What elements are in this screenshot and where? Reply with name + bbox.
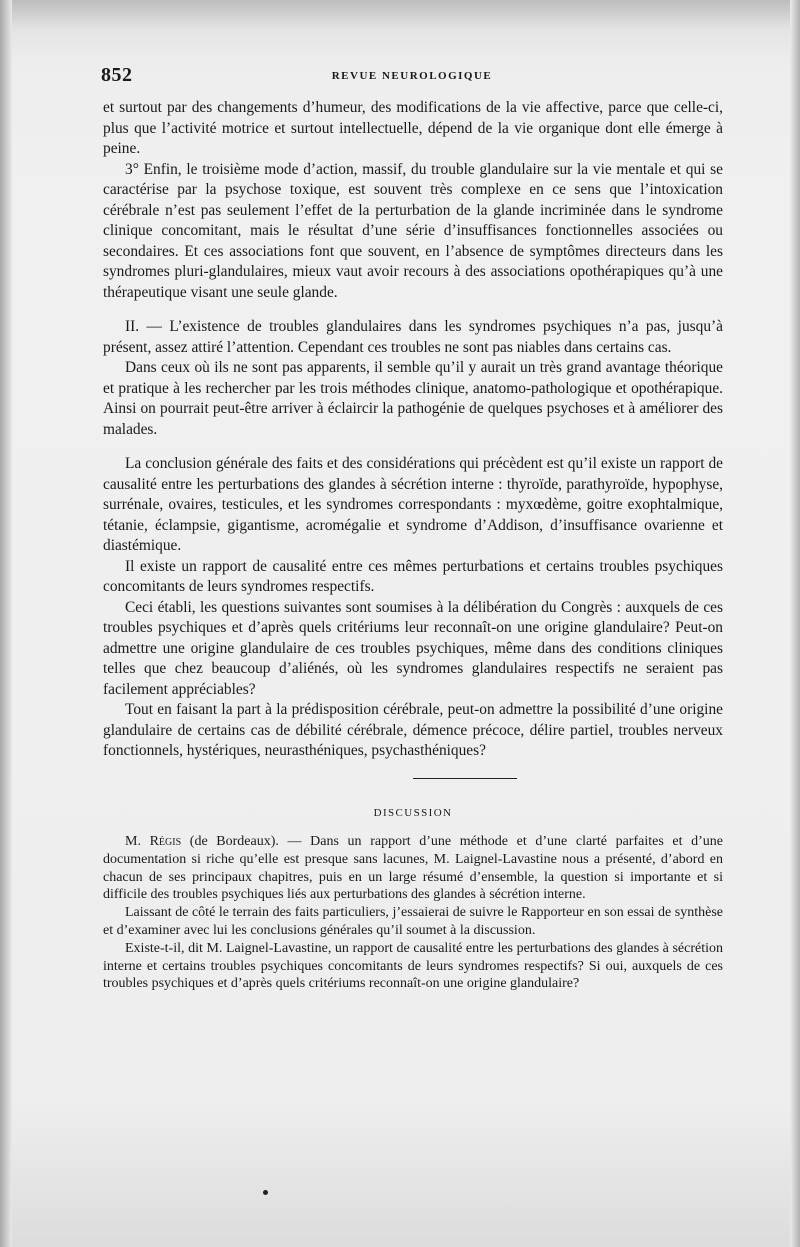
paragraph-7: Ceci établi, les questions suivantes sont soumises à la délibération du Congrès : auxquels de ces troubles psychiques et d’après quels critériums leur reconnaît-on une origine glandulaire? Peut-on admettre une origine glandulaire de ces troubles psychiques, même dans des conditions cliniques telles que chez beaucoup d’aliénés, où les syndromes glandulaires respectifs ne seraient pas facilement appréciables? [103,598,723,698]
paragraph-5: La conclusion générale des faits et des considérations qui précèdent est qu’il existe un rapport de causalité entre les perturbations des glandes à sécrétion interne : thyroïde, parathyroïde, hypophyse, surrénale, ovaires, testicules, et les syndromes correspondants : myxœdème, goitre exophtalmique, tétanie, éclampsie, gigantisme, acromégalie et syndrome d’Addison, d’insuffisance ovarienne et diastémique. [103,455,723,554]
page-number: 852 [101,64,133,86]
article-body [103,98,723,993]
section-divider [413,778,517,779]
paragraph-6: Il existe un rapport de causalité entre ces mêmes perturbations et certains troubles psychiques concomitants de leurs syndromes respectifs. [103,557,723,595]
running-head: REVUE NEUROLOGIQUE [331,70,493,82]
discussion-title: DISCUSSION [373,806,453,819]
paragraph-2: 3° Enfin, le troisième mode d’action, massif, du trouble glandulaire sur la vie mentale et qui se caractérise par la psychose toxique, est souvent très complexe en ce sens que l’intoxication cérébrale n’est pas seulement l’effet de la perturbation de la glande incriminée dans le syndrome clinique concomitant, mais le résultat d’une série d’insuffisances fonctionnelles associées ou secondaires. Et ces associations font que souvent, en l’absence de symptômes directeurs dans les syndromes pluri-glandulaires, mieux vaut avoir recours à des associations opothérapiques qu’à une thérapeutique visant une seule glande. [103,160,723,301]
paragraph-4: Dans ceux où ils ne sont pas apparents, il semble qu’il y aurait un très grand avantage théorique et pratique à les rechercher par les trois méthodes clinique, anatomo-pathologique et opothérapique. Ainsi on pourrait peut-être arriver à éclaircir la pathogénie de quelques psychoses et à améliorer des malades. [103,359,723,438]
discussion-paragraph-3: Existe-t-il, dit M. Laignel-Lavastine, un rapport de causalité entre les perturbations des glandes à sécrétion interne et certains troubles psychiques concomitants de leurs syndromes respectifs? Si oui, auxquels de ces troubles psychiques et d’après quels critériums reconnaît-on une origine glandulaire? [103,940,723,992]
paragraph-1: et surtout par des changements d’humeur, des modifications de la vie affective, parce que celle-ci, plus que l’activité motrice et surtout intellectuelle, dépend de la vie organique dont elle émerge à peine. [103,99,723,157]
paragraph-8: Tout en faisant la part à la prédisposition cérébrale, peut-on admettre la possibilité d’une origine glandulaire de certains cas de débilité cérébrale, démence précoce, délire partiel, troubles nerveux fonctionnels, hystériques, neurasthéniques, psychasthéniques? [103,701,723,759]
discussion-paragraph-2: Laissant de côté le terrain des faits particuliers, j’essaierai de suivre le Rapporteur en son essai de synthèse et d’examiner avec lui les conclusions générales qu’il soumet à la discussion. [103,905,723,938]
ink-speck [263,1190,268,1195]
paragraph-3: II. — L’existence de troubles glandulaires dans les syndromes psychiques n’a pas, jusqu’à présent, assez attiré l’attention. Cependant ces troubles ne sont pas niables dans certains cas. [103,318,723,356]
page-header [101,64,723,84]
page-shadow-left [0,0,12,1247]
discussion-paragraph-1-text: (de Bordeaux). — Dans un rapport d’une méthode et d’une clarté parfaites et d’une documentation si riche qu’elle est presque sans lacunes, M. Laignel-Lavastine nous a présenté, d’abord en chacun de ses principaux chapitres, puis en un large résumé d’ensemble, la question si importante et si difficile des troubles psychiques liés aux perturbations des glandes à sécrétion interne. [103,834,724,903]
discussion-paragraph-1 [103,833,723,904]
discussion-section [103,833,723,993]
speaker-name: M. Régis [125,834,182,849]
page-shadow-right [790,0,800,1247]
